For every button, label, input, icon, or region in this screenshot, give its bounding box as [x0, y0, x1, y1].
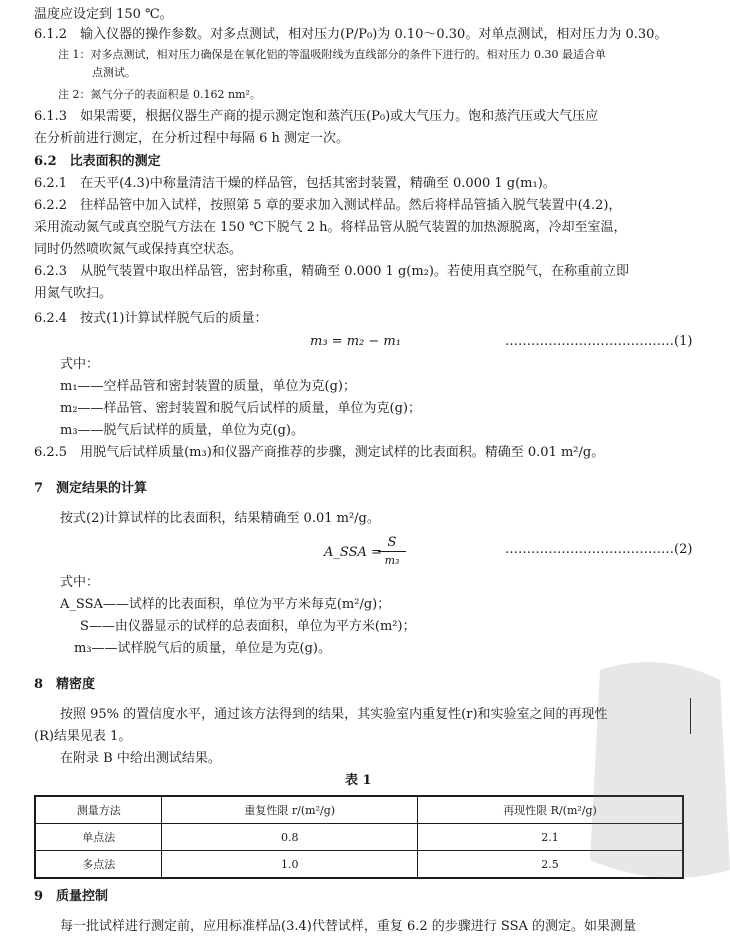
table-cell: 单点法 [35, 824, 162, 851]
note-1-line-2: 点测试。 [92, 66, 136, 79]
table-caption: 表 1 [345, 773, 372, 788]
clause-6-1-2: 6.1.2 输入仪器的操作参数。对多点测试，相对压力(P/P₀)为 0.10～0.30。对单点测试，相对压力为 0.30。 [34, 27, 668, 42]
note-2: 注 2：氮气分子的表面积是 0.162 nm²。 [58, 88, 261, 101]
definition-m1: m₁——空样品管和密封装置的质量，单位为克(g)； [60, 379, 357, 394]
equation-2-denominator: m₃ [384, 554, 400, 567]
section-heading-6-2: 6.2 比表面积的测定 [34, 154, 161, 169]
clause-6-1-3-line-2: 在分析前进行测定，在分析过程中每隔 6 h 测定一次。 [34, 131, 350, 146]
equation-2-number: …………………………………(2) [505, 542, 693, 557]
where-label-2: 式中： [60, 575, 100, 590]
equation-2-fraction [378, 535, 406, 568]
equation-2-numerator: S [387, 535, 397, 550]
definition-s: S——由仪器显示的试样的总表面积，单位为平方米(m²)； [80, 619, 416, 634]
table-header-cell: 重复性限 r/(m²/g) [162, 796, 418, 824]
definition-m3-2: m₃——试样脱气后的质量，单位是为克(g)。 [74, 641, 332, 656]
definition-m3: m₃——脱气后试样的质量，单位为克(g)。 [60, 423, 305, 438]
clause-6-2-5: 6.2.5 用脱气后试样质量(m₃)和仪器产商推荐的步骤，测定试样的比表面积。精确至 0.01 m²/g。 [34, 445, 605, 460]
text-line: 温度应设定到 150 ℃。 [34, 7, 173, 22]
section-heading-9: 9 质量控制 [34, 889, 109, 904]
table-header-cell: 再现性限 R/(m²/g) [418, 796, 683, 824]
section-7-intro: 按式(2)计算试样的比表面积，结果精确至 0.01 m²/g。 [60, 511, 380, 526]
clause-6-1-3-line-1: 6.1.3 如果需要，根据仪器生产商的提示测定饱和蒸汽压(P₀)或大气压力。饱和蒸汽压或大气压应 [34, 109, 599, 124]
section-heading-7: 7 测定结果的计算 [34, 481, 148, 496]
section-8-line-3: 在附录 B 中给出测试结果。 [60, 751, 221, 766]
table-cell: 多点法 [35, 851, 162, 879]
section-9-line-1: 每一批试样进行测定前，应用标准样品(3.4)代替试样，重复 6.2 的步骤进行 SSA 的测定。如果测量 [60, 919, 636, 934]
clause-6-2-3-line-1: 6.2.3 从脱气装置中取出样品管，密封称重，精确至 0.000 1 g(m₂)。若使用真空脱气，在称重前立即 [34, 264, 629, 279]
section-8-line-2: (R)结果见表 1。 [34, 729, 132, 744]
definition-m2: m₂——样品管、密封装置和脱气后试样的质量，单位为克(g)； [60, 401, 422, 416]
where-label: 式中： [60, 357, 100, 372]
note-1-line-1: 注 1：对多点测试，相对压力确保是在氧化铝的等温吸附线为直线部分的条件下进行的。相对压力 0.30 最适合单 [58, 48, 606, 61]
fraction-bar [378, 551, 406, 552]
watermark-stamp [580, 650, 730, 890]
table-cell: 0.8 [162, 824, 418, 851]
equation-1: m₃ = m₂ − m₁ [310, 334, 401, 349]
clause-6-2-2-line-1: 6.2.2 往样品管中加入试样，按照第 5 章的要求加入测试样品。然后将样品管插入脱气装置中(4.2)， [34, 198, 622, 213]
clause-6-2-1: 6.2.1 在天平(4.3)中称量清洁干燥的样品管，包括其密封装置，精确至 0.000 1 g(m₁)。 [34, 176, 556, 191]
section-8-line-1: 按照 95% 的置信度水平，通过该方法得到的结果，其实验室内重复性(r)和实验室之间的再现性 [60, 707, 608, 722]
definition-assa: A_SSA——试样的比表面积，单位为平方米每克(m²/g)； [60, 597, 391, 612]
equation-1-number: …………………………………(1) [505, 334, 693, 349]
clause-6-2-4: 6.2.4 按式(1)计算试样脱气后的质量： [34, 311, 268, 326]
watermark-shape [590, 662, 730, 878]
section-heading-8: 8 精密度 [34, 677, 96, 692]
table-header-cell: 测量方法 [35, 796, 162, 824]
clause-6-2-3-line-2: 用氮气吹扫。 [34, 286, 113, 301]
equation-2-lhs: A_SSA = [324, 545, 382, 560]
table-cell: 2.5 [418, 851, 683, 879]
table-cell: 1.0 [162, 851, 418, 879]
clause-6-2-2-line-3: 同时仍然喷吹氮气或保持真空状态。 [34, 242, 243, 257]
table-cell: 2.1 [418, 824, 683, 851]
clause-6-2-2-line-2: 采用流动氮气或真空脱气方法在 150 ℃下脱气 2 h。将样品管从脱气装置的加热源脱离，冷却至室温， [34, 220, 627, 235]
